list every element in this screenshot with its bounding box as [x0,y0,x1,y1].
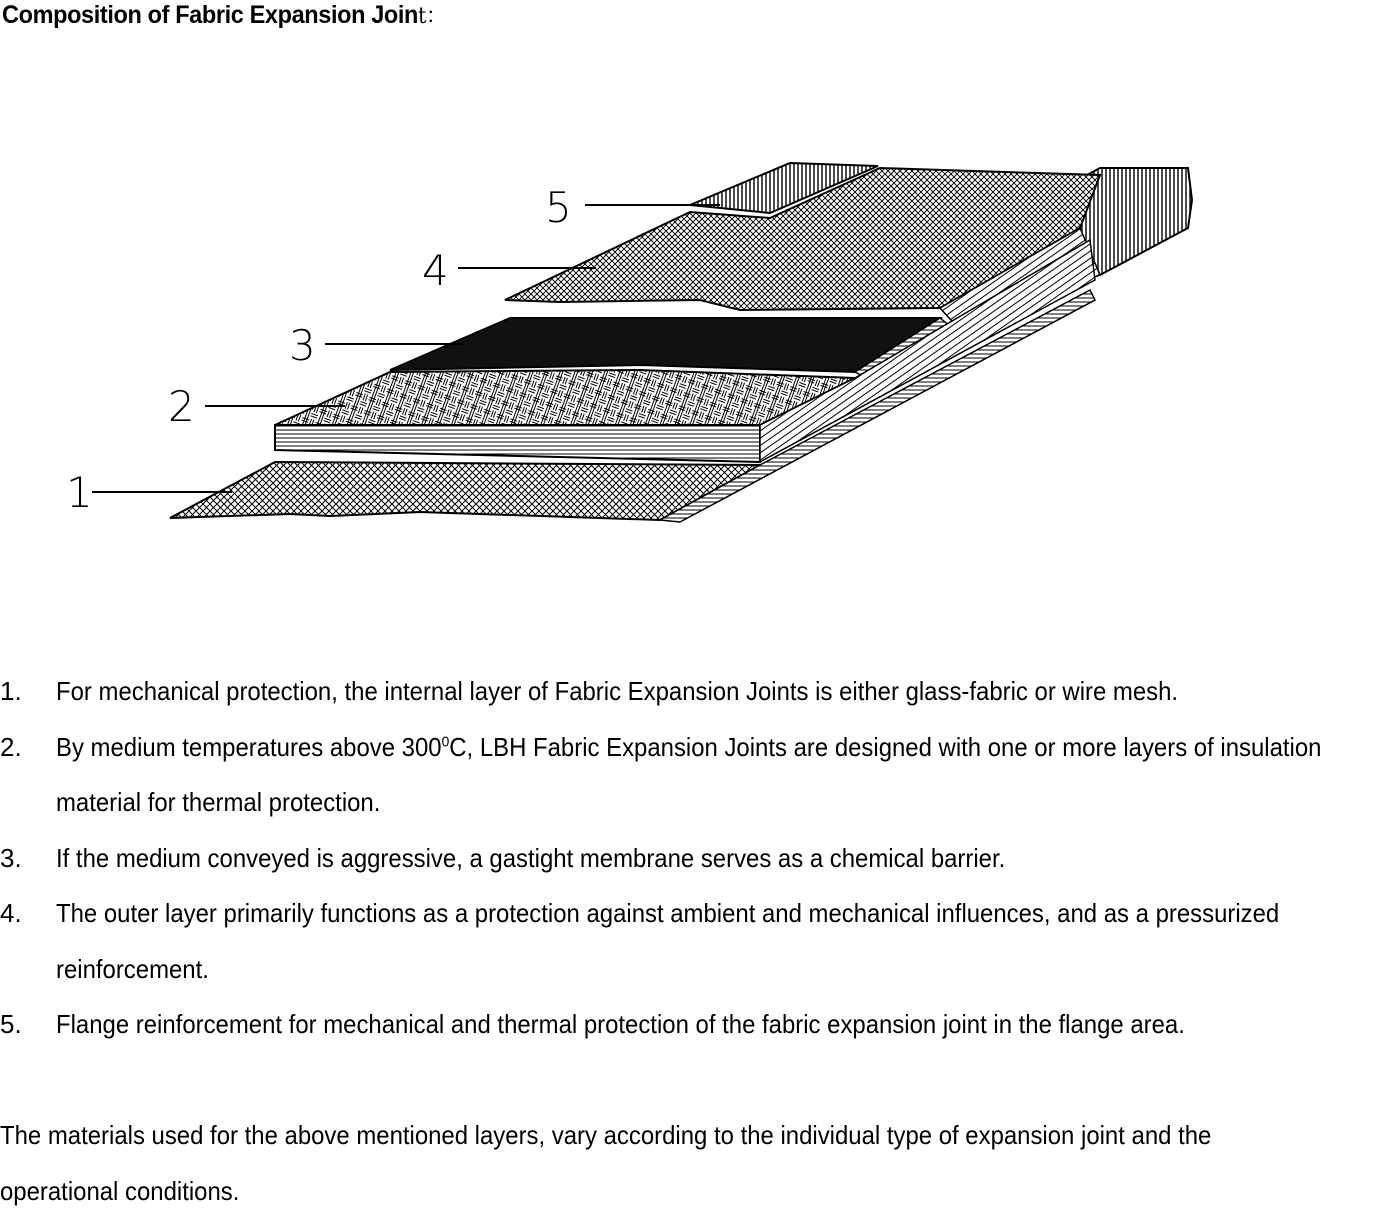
list-item-text: If the medium conveyed is aggressive, a gastight membrane serves as a chemical barrier. [56,842,1006,873]
expansion-joint-diagram [0,140,1396,540]
callout-1-label: 1 [66,468,93,517]
list-item-text [56,720,1395,831]
list-item [0,720,1396,831]
list-item-text-before: By medium temperatures above 300 [56,731,442,762]
list-item-number: 2. [0,731,22,762]
list-item-number: 3. [0,842,22,873]
materials-footnote: The materials used for the above mentioned layers, vary according to the individual type of expansion joint and the operational conditions. [0,1120,1212,1206]
page-title-text: Composition of Fabric Expansion Join [2,1,419,29]
list-item [0,997,1396,1053]
list-item-number: 5. [0,1009,22,1039]
callout-3-label: 3 [289,321,316,370]
list-item [0,831,1396,887]
list-item-number: 4. [0,898,22,928]
callout-5-label: 5 [545,183,572,232]
page-title [2,0,446,32]
list-item-text: For mechanical protection, the internal layer of Fabric Expansion Joints is either glass-fabric or wire mesh. [56,676,1179,706]
list-item-number: 1. [0,676,22,706]
degree-superscript: 0 [441,732,450,750]
callout-2-label: 2 [168,382,195,431]
list-item-text: Flange reinforcement for mechanical and thermal protection of the fabric expansion joint in the flange area. [56,1009,1185,1039]
list-item [0,886,1396,997]
callout-4-label: 4 [422,246,449,295]
page-title-suffix: t： [418,4,447,29]
list-item-text-after: C, LBH Fabric Expansion Joints are designed with one or more layers of insulation material for thermal protection. [56,731,1322,817]
layer-description-list [0,664,1396,1053]
list-item [0,664,1396,720]
list-item-text: The outer layer primarily functions as a protection against ambient and mechanical influences, and as a pressurized reinforcement. [56,898,1280,984]
